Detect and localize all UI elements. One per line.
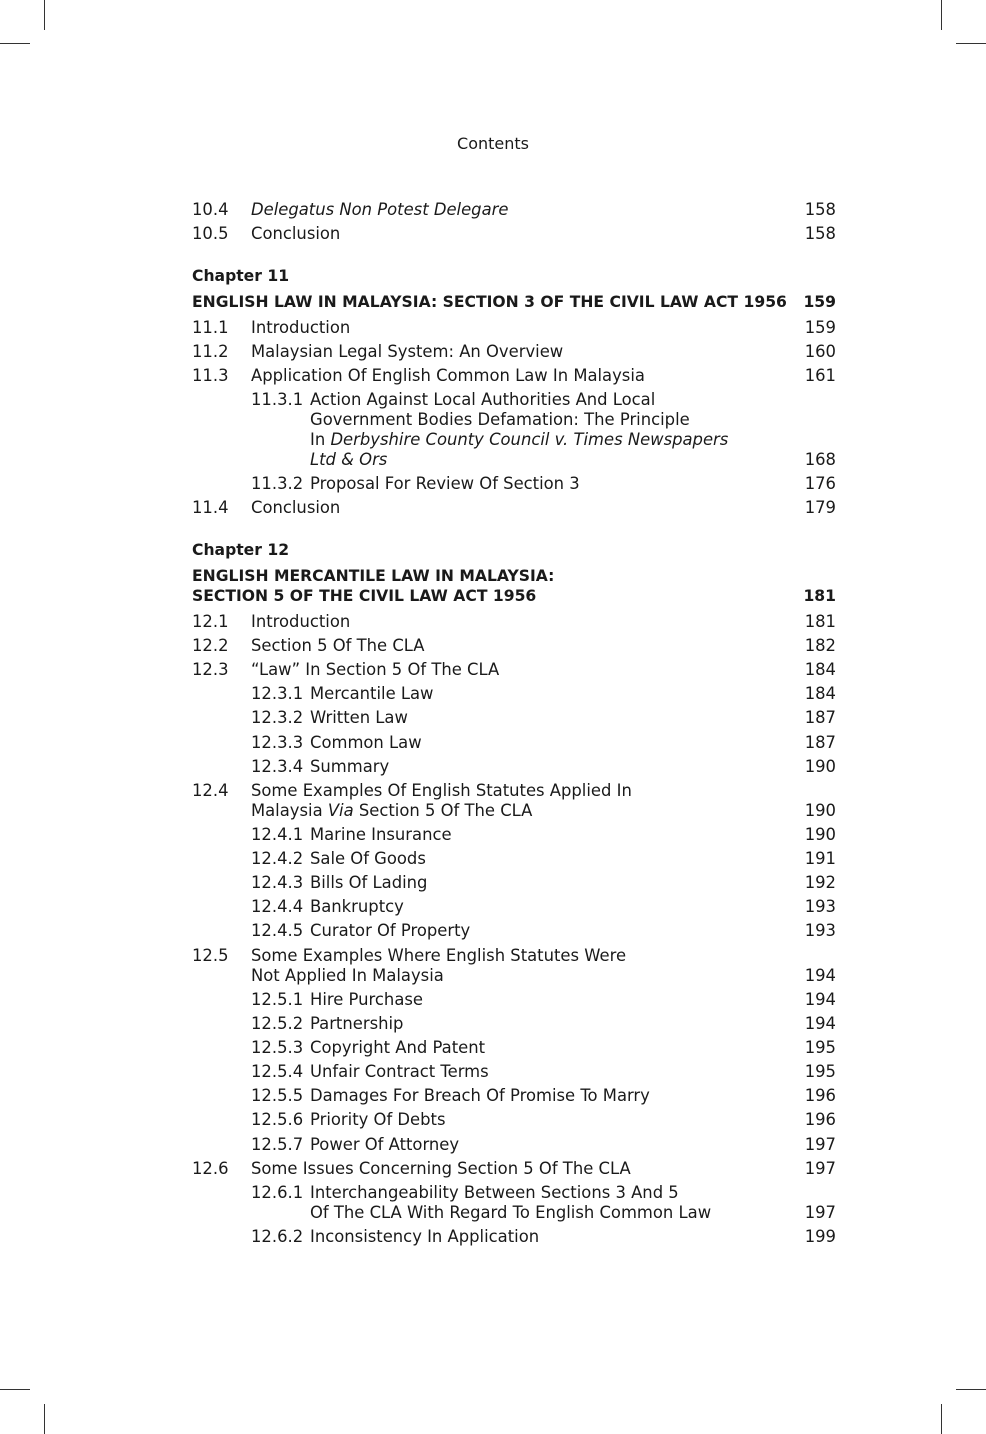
crop-mark bbox=[941, 0, 942, 30]
toc-entry-12-4-cont bbox=[192, 801, 836, 821]
section-title-line: Some Examples Where English Statutes Were bbox=[251, 946, 627, 965]
toc-entry-12-5[interactable] bbox=[192, 946, 836, 966]
toc-entry-12-3-4[interactable] bbox=[192, 757, 836, 777]
section-number: 11.2 bbox=[192, 342, 229, 361]
toc-entry-12-6-1[interactable] bbox=[192, 1183, 836, 1203]
running-head: Contents bbox=[457, 134, 529, 153]
section-number: 12.3.3 bbox=[251, 733, 304, 752]
section-title-line: Government Bodies Defamation: The Principle bbox=[310, 410, 690, 429]
section-number: 12.3.1 bbox=[251, 684, 304, 703]
section-number: 12.5.3 bbox=[251, 1038, 304, 1057]
page-number: 190 bbox=[804, 825, 836, 844]
crop-mark bbox=[44, 1404, 45, 1434]
page-number: 179 bbox=[804, 498, 836, 517]
chapter-title-line: SECTION 5 OF THE CIVIL LAW ACT 1956 bbox=[192, 587, 537, 605]
section-number: 11.3 bbox=[192, 366, 229, 385]
section-title: Conclusion bbox=[251, 224, 341, 243]
toc-entry-11-3-1-cont bbox=[192, 410, 836, 430]
section-title: Damages For Breach Of Promise To Marry bbox=[310, 1086, 650, 1105]
section-title-line: Interchangeability Between Sections 3 And 5 bbox=[310, 1183, 679, 1202]
toc-entry-10-5[interactable] bbox=[192, 224, 836, 244]
section-title: Curator Of Property bbox=[310, 921, 471, 940]
section-title: Summary bbox=[310, 757, 390, 776]
section-number: 12.6 bbox=[192, 1159, 229, 1178]
page-number: 158 bbox=[804, 200, 836, 219]
section-number: 12.5.5 bbox=[251, 1086, 304, 1105]
section-title: Hire Purchase bbox=[310, 990, 423, 1009]
page-number: 197 bbox=[804, 1203, 836, 1222]
toc-entry-12-4-3[interactable] bbox=[192, 873, 836, 893]
toc-entry-12-5-5[interactable] bbox=[192, 1086, 836, 1106]
toc-entry-11-3-2[interactable] bbox=[192, 474, 836, 494]
section-title: Malaysian Legal System: An Overview bbox=[251, 342, 564, 361]
section-title: Bills Of Lading bbox=[310, 873, 428, 892]
page-number: 187 bbox=[804, 708, 836, 727]
toc-entry-11-3-1-cont bbox=[192, 430, 836, 450]
section-number: 12.4.5 bbox=[251, 921, 304, 940]
toc-entry-12-4-4[interactable] bbox=[192, 897, 836, 917]
chapter-title-12-cont bbox=[192, 586, 836, 606]
section-title: Introduction bbox=[251, 612, 351, 631]
section-number: 12.1 bbox=[192, 612, 229, 631]
section-number: 11.1 bbox=[192, 318, 229, 337]
section-number: 12.2 bbox=[192, 636, 229, 655]
section-number: 12.5.1 bbox=[251, 990, 304, 1009]
section-number: 12.4.2 bbox=[251, 849, 304, 868]
section-number: 12.5.2 bbox=[251, 1014, 304, 1033]
page-number: 160 bbox=[804, 342, 836, 361]
section-number: 12.5.7 bbox=[251, 1135, 304, 1154]
toc-entry-11-1[interactable] bbox=[192, 318, 836, 338]
section-title-line: Some Examples Of English Statutes Applied In bbox=[251, 781, 632, 800]
page-number: 190 bbox=[804, 757, 836, 776]
toc-entry-12-6[interactable] bbox=[192, 1159, 836, 1179]
chapter-title-line: ENGLISH MERCANTILE LAW IN MALAYSIA: bbox=[192, 567, 555, 585]
toc-entry-12-4[interactable] bbox=[192, 781, 836, 801]
section-title: Conclusion bbox=[251, 498, 341, 517]
section-title: Unfair Contract Terms bbox=[310, 1062, 489, 1081]
section-title: Priority Of Debts bbox=[310, 1110, 446, 1129]
page-number: 184 bbox=[804, 684, 836, 703]
page-number: 193 bbox=[804, 897, 836, 916]
toc-entry-11-3[interactable] bbox=[192, 366, 836, 386]
section-title: Sale Of Goods bbox=[310, 849, 426, 868]
section-title: Written Law bbox=[310, 708, 408, 727]
crop-mark bbox=[44, 0, 45, 30]
page-number: 159 bbox=[803, 293, 836, 311]
page-number: 193 bbox=[804, 921, 836, 940]
toc-entry-12-5-1[interactable] bbox=[192, 990, 836, 1010]
section-number: 12.5.6 bbox=[251, 1110, 304, 1129]
toc-entry-12-4-2[interactable] bbox=[192, 849, 836, 869]
page-number: 196 bbox=[804, 1086, 836, 1105]
section-title-line: Malaysia Via Section 5 Of The CLA bbox=[251, 801, 533, 820]
crop-mark bbox=[0, 1389, 30, 1390]
toc-entry-11-3-1[interactable] bbox=[192, 390, 836, 410]
chapter-label: Chapter 12 bbox=[192, 541, 290, 559]
crop-mark bbox=[956, 1389, 986, 1390]
chapter-label-12 bbox=[192, 540, 836, 560]
section-number: 12.6.2 bbox=[251, 1227, 304, 1246]
toc-entry-11-3-1-cont bbox=[192, 450, 836, 470]
section-title: Power Of Attorney bbox=[310, 1135, 460, 1154]
toc-entry-12-5-3[interactable] bbox=[192, 1038, 836, 1058]
section-number: 12.5.4 bbox=[251, 1062, 304, 1081]
toc-entry-12-3[interactable] bbox=[192, 660, 836, 680]
page-number: 181 bbox=[803, 587, 836, 605]
chapter-label-11 bbox=[192, 266, 836, 286]
section-number: 12.6.1 bbox=[251, 1183, 304, 1202]
section-title-line: Not Applied In Malaysia bbox=[251, 966, 444, 985]
section-title: Inconsistency In Application bbox=[310, 1227, 540, 1246]
page-number: 181 bbox=[804, 612, 836, 631]
section-title: Proposal For Review Of Section 3 bbox=[310, 474, 580, 493]
page-number: 195 bbox=[804, 1038, 836, 1057]
crop-mark bbox=[956, 43, 986, 44]
chapter-title: ENGLISH LAW IN MALAYSIA: SECTION 3 OF THE CIVIL LAW ACT 1956 bbox=[192, 293, 787, 311]
section-title: Marine Insurance bbox=[310, 825, 452, 844]
page-number: 182 bbox=[804, 636, 836, 655]
toc-entry-12-1[interactable] bbox=[192, 612, 836, 632]
toc-entry-12-4-5[interactable] bbox=[192, 921, 836, 941]
toc-entry-12-5-cont bbox=[192, 966, 836, 986]
page-number: 194 bbox=[804, 966, 836, 985]
page-number: 168 bbox=[804, 450, 836, 469]
page-number: 194 bbox=[804, 990, 836, 1009]
section-title: Bankruptcy bbox=[310, 897, 404, 916]
section-number: 12.3 bbox=[192, 660, 229, 679]
page-number: 194 bbox=[804, 1014, 836, 1033]
section-number: 12.5 bbox=[192, 946, 229, 965]
section-title-line: In Derbyshire County Council v. Times Newspapers bbox=[310, 430, 729, 449]
page-number: 195 bbox=[804, 1062, 836, 1081]
toc-entry-12-5-7[interactable] bbox=[192, 1135, 836, 1155]
crop-mark bbox=[941, 1404, 942, 1434]
section-number: 12.4.1 bbox=[251, 825, 304, 844]
section-number: 12.4.4 bbox=[251, 897, 304, 916]
toc-entry-10-4[interactable] bbox=[192, 200, 836, 220]
section-title: Copyright And Patent bbox=[310, 1038, 486, 1057]
section-title: Some Issues Concerning Section 5 Of The CLA bbox=[251, 1159, 631, 1178]
toc-entry-11-4[interactable] bbox=[192, 498, 836, 518]
section-number: 10.5 bbox=[192, 224, 229, 243]
page-number: 184 bbox=[804, 660, 836, 679]
chapter-title-11[interactable] bbox=[192, 292, 836, 312]
section-title: Introduction bbox=[251, 318, 351, 337]
toc-entry-12-5-2[interactable] bbox=[192, 1014, 836, 1034]
toc-entry-12-3-3[interactable] bbox=[192, 733, 836, 753]
section-title: Section 5 Of The CLA bbox=[251, 636, 425, 655]
toc-entry-12-3-2[interactable] bbox=[192, 708, 836, 728]
toc-entry-12-5-6[interactable] bbox=[192, 1110, 836, 1130]
toc-entry-12-2[interactable] bbox=[192, 636, 836, 656]
section-number: 11.4 bbox=[192, 498, 229, 517]
page-number: 197 bbox=[804, 1159, 836, 1178]
section-title: “Law” In Section 5 Of The CLA bbox=[251, 660, 500, 679]
section-title: Application Of English Common Law In Malaysia bbox=[251, 366, 645, 385]
section-title-line: Action Against Local Authorities And Local bbox=[310, 390, 656, 409]
section-title: Common Law bbox=[310, 733, 422, 752]
toc-entry-12-6-1-cont bbox=[192, 1203, 836, 1223]
toc-entry-12-3-1[interactable] bbox=[192, 684, 836, 704]
page-number: 196 bbox=[804, 1110, 836, 1129]
section-number: 12.3.2 bbox=[251, 708, 304, 727]
page-number: 161 bbox=[804, 366, 836, 385]
page-number: 192 bbox=[804, 873, 836, 892]
crop-mark bbox=[0, 43, 30, 44]
section-number: 12.4.3 bbox=[251, 873, 304, 892]
page-number: 158 bbox=[804, 224, 836, 243]
section-number: 12.3.4 bbox=[251, 757, 304, 776]
chapter-title-12[interactable] bbox=[192, 566, 836, 586]
toc-entry-12-4-1[interactable] bbox=[192, 825, 836, 845]
section-number: 10.4 bbox=[192, 200, 229, 219]
page-number: 176 bbox=[804, 474, 836, 493]
page-number: 199 bbox=[804, 1227, 836, 1246]
section-title-line: Ltd & Ors bbox=[310, 450, 388, 469]
section-number: 12.4 bbox=[192, 781, 229, 800]
page-number: 159 bbox=[804, 318, 836, 337]
page-number: 187 bbox=[804, 733, 836, 752]
chapter-label: Chapter 11 bbox=[192, 267, 290, 285]
section-title: Partnership bbox=[310, 1014, 404, 1033]
table-of-contents bbox=[192, 0, 836, 1434]
toc-entry-12-5-4[interactable] bbox=[192, 1062, 836, 1082]
toc-entry-12-6-2[interactable] bbox=[192, 1227, 836, 1247]
page-number: 190 bbox=[804, 801, 836, 820]
section-title: Mercantile Law bbox=[310, 684, 434, 703]
section-number: 11.3.2 bbox=[251, 474, 304, 493]
section-title-line: Of The CLA With Regard To English Common Law bbox=[310, 1203, 712, 1222]
section-title: Delegatus Non Potest Delegare bbox=[251, 200, 509, 219]
page-number: 197 bbox=[804, 1135, 836, 1154]
toc-entry-11-2[interactable] bbox=[192, 342, 836, 362]
page-number: 191 bbox=[804, 849, 836, 868]
section-number: 11.3.1 bbox=[251, 390, 304, 409]
